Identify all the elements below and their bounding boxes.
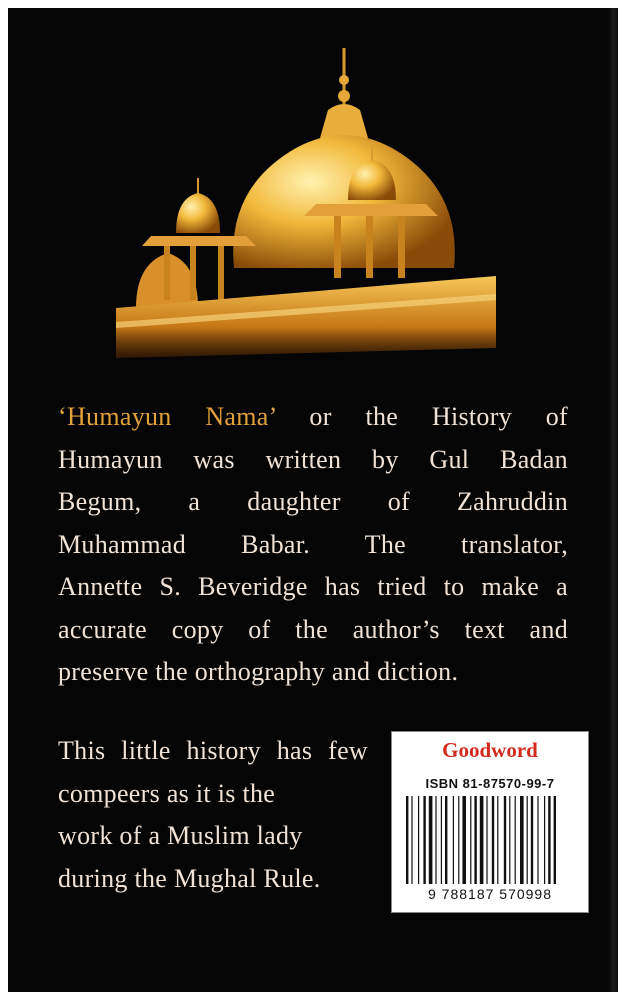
blurb-line: accurate copy of the author’s text and [58,614,568,644]
barcode-bars [406,796,576,884]
isbn-label: ISBN 81-87570-99-7 [425,776,555,791]
blurb2-line: compeers as it is the [58,778,276,808]
blurb-line: Humayun was written by Gul Badan [58,444,568,474]
blurb-line: Begum, a daughter of Zahruddin [58,487,568,516]
blurb-line: Muhammad Babar. The translator, [58,529,568,559]
publisher-name: Goodword [442,738,538,762]
blurb2-line: during the Mughal Rule. [58,863,321,893]
barcode-box [391,731,589,913]
book-title-inline: ‘Humayun Nama’ [58,402,276,431]
blurb2-line: work of a Muslim lady [58,821,303,850]
blurb2-line: This little history has few [58,736,368,765]
blurb-line: Annette S. Beveridge has tried to make a [58,572,568,601]
blurb-line: or the History of [275,402,568,431]
blurb-line: preserve the orthography and diction. [58,657,459,686]
description-paragraph [58,396,568,694]
ean-number: 9 788187 570998 [428,886,552,902]
dome-photo [106,38,506,378]
spine-edge [608,8,618,992]
second-paragraph [58,730,368,900]
